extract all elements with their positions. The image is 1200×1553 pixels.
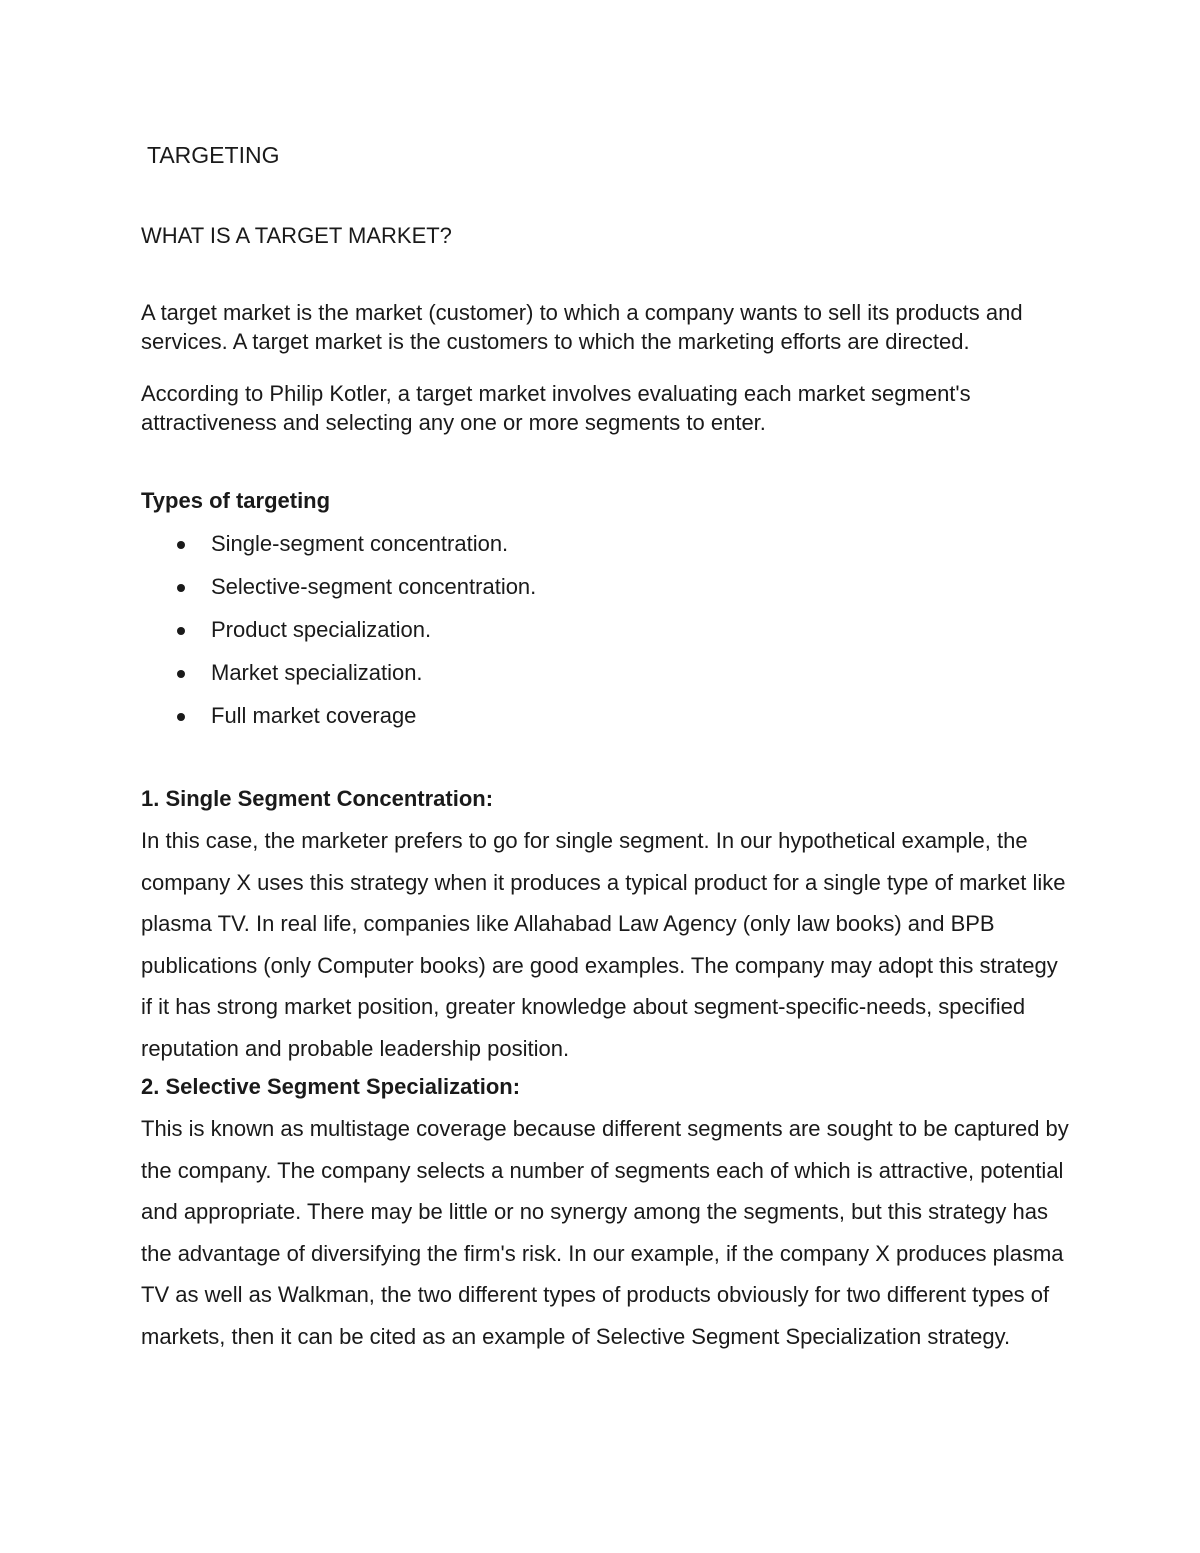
bullet-icon (177, 670, 185, 678)
list-item (141, 571, 1071, 614)
list-item-text: Selective-segment concentration. (211, 574, 537, 599)
list-item-text: Product specialization. (211, 617, 432, 642)
types-of-targeting-list (141, 528, 1071, 743)
types-of-targeting-heading: Types of targeting (141, 488, 331, 513)
list-item (141, 700, 1071, 743)
section1-title: 1. Single Segment Concentration: (141, 786, 494, 811)
section1-body: In this case, the marketer prefers to go for single segment. In our hypothetical example, the company X uses this strategy when it produces a typical product for a single type of market like plasma TV. In real life, companies like Allahabad Law Agency (only law books) and BPB publications (only Computer books) are good examples. The company may adopt this strategy if it has strong market position, greater knowledge about segment-specific-needs, specified reputation and probable leadership position. (141, 828, 1066, 1061)
section-heading-target-market: WHAT IS A TARGET MARKET? (141, 223, 452, 248)
bullet-icon (177, 584, 185, 592)
document-title: TARGETING (147, 142, 280, 168)
section2-body: This is known as multistage coverage because different segments are sought to be captured by the company. The company selects a number of segments each of which is attractive, potential and appropriate. There may be little or no synergy among the segments, but this strategy has the advantage of diversifying the firm's risk. In our example, if the company X produces plasma TV as well as Walkman, the two different types of products obviously for two different types of markets, then it can be cited as an example of Selective Segment Specialization strategy. (141, 1116, 1069, 1349)
bullet-icon (177, 627, 185, 635)
bullet-icon (177, 541, 185, 549)
paragraph-kotler: According to Philip Kotler, a target market involves evaluating each market segment's attractiveness and selecting any one or more segments to enter. (141, 381, 971, 435)
list-item-text: Full market coverage (211, 703, 417, 728)
list-item (141, 528, 1071, 571)
list-item (141, 657, 1071, 700)
list-item (141, 614, 1071, 657)
section2-title: 2. Selective Segment Specialization: (141, 1074, 521, 1099)
paragraph-definition: A target market is the market (customer) to which a company wants to sell its products and services. A target market is the customers to which the marketing efforts are directed. (141, 300, 1023, 354)
bullet-icon (177, 713, 185, 721)
list-item-text: Single-segment concentration. (211, 531, 509, 556)
list-item-text: Market specialization. (211, 660, 423, 685)
